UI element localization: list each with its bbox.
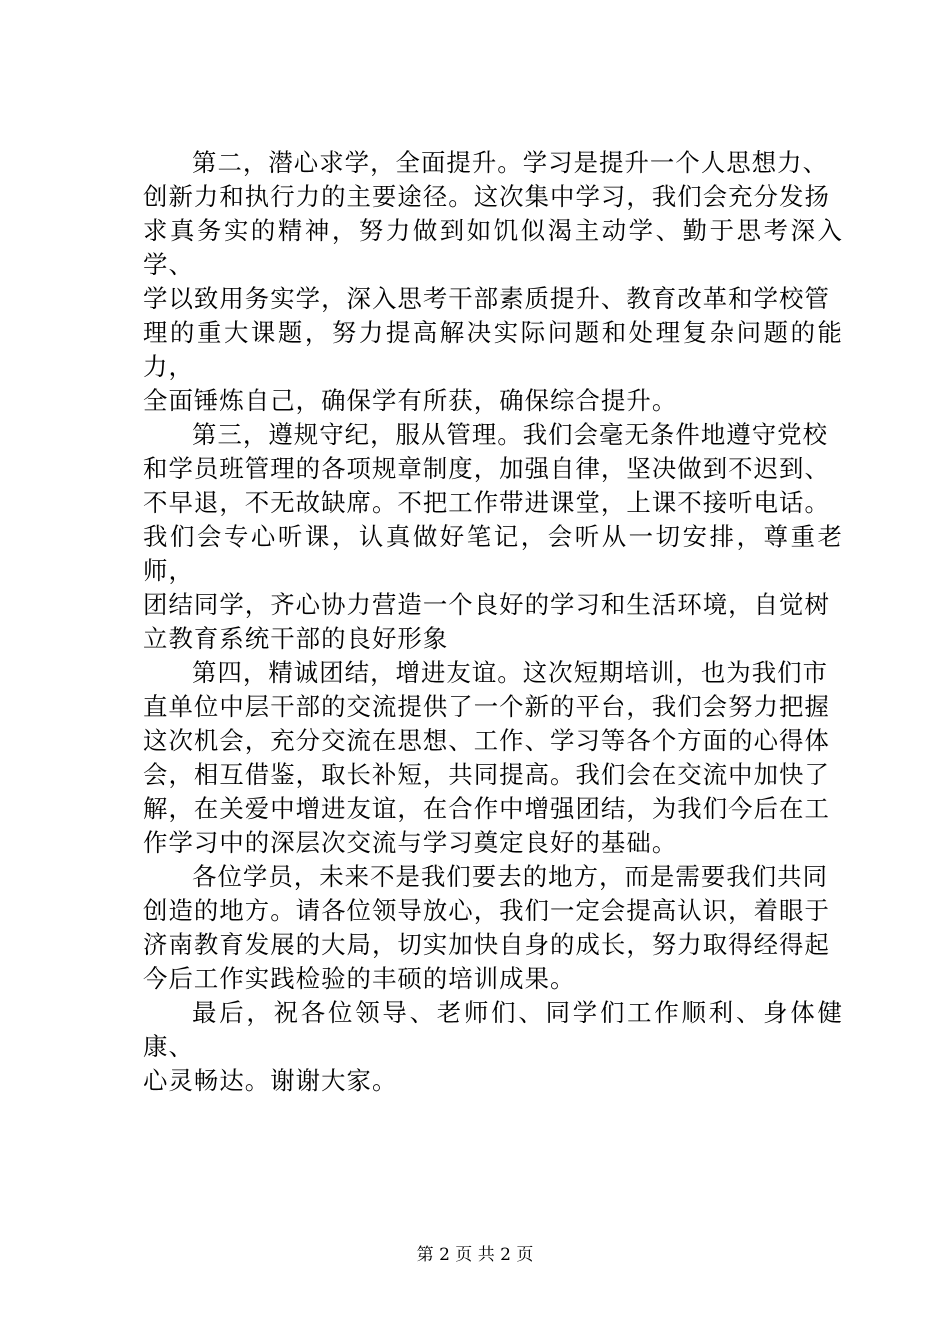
- paragraph-third-point: 第三，遵规守纪，服从管理。我们会毫无条件地遵守党校 和学员班管理的各项规章制度，加强自律，坚决做到不迟到、 不早退，不无故缺席。不把工作带进课堂，上课不接听电话。 我们会专心听课，认真做好笔记，会听从一切安排，尊重老师， 团结同学，齐心协力营造一个良好的学习和生活环境，自觉树 立教育系统干部的良好形象: [143, 420, 843, 653]
- page-footer: [0, 1244, 950, 1266]
- page-number-label: 第 2 页 共 2 页: [416, 1245, 534, 1265]
- paragraph-fourth-point: 第四，精诚团结，增进友谊。这次短期培训，也为我们市 直单位中层干部的交流提供了一个新的平台，我们会努力把握 这次机会，充分交流在思想、工作、学习等各个方面的心得体 会，相互借鉴，取长补短，共同提高。我们会在交流中加快了 解，在关爱中增进友谊，在合作中增强团结，为我们今后在工 作学习中的深层次交流与学习奠定良好的基础。: [143, 658, 830, 857]
- document-body: [143, 146, 843, 1098]
- paragraph-second-point: 第二，潜心求学，全面提升。学习是提升一个人思想力、 创新力和执行力的主要途径。这次集中学习，我们会充分发扬 求真务实的精神，努力做到如饥似渴主动学、勤于思考深入学、 学以致用务实学，深入思考干部素质提升、教育改革和学校管 理的重大课题，努力提高解决实际问题和处理复杂问题的能力， 全面锤炼自己，确保学有所获，确保综合提升。: [143, 148, 843, 415]
- paragraph-closing-wishes: 最后，祝各位领导、老师们、同学们工作顺利、身体健康、 心灵畅达。谢谢大家。: [143, 998, 843, 1095]
- paragraph-trainees-address: 各位学员，未来不是我们要去的地方，而是需要我们共同 创造的地方。请各位领导放心，我们一定会提高认识，着眼于 济南教育发展的大局，切实加快自身的成长，努力取得经得起 今后工作实践检验的丰硕的培训成果。: [143, 862, 830, 993]
